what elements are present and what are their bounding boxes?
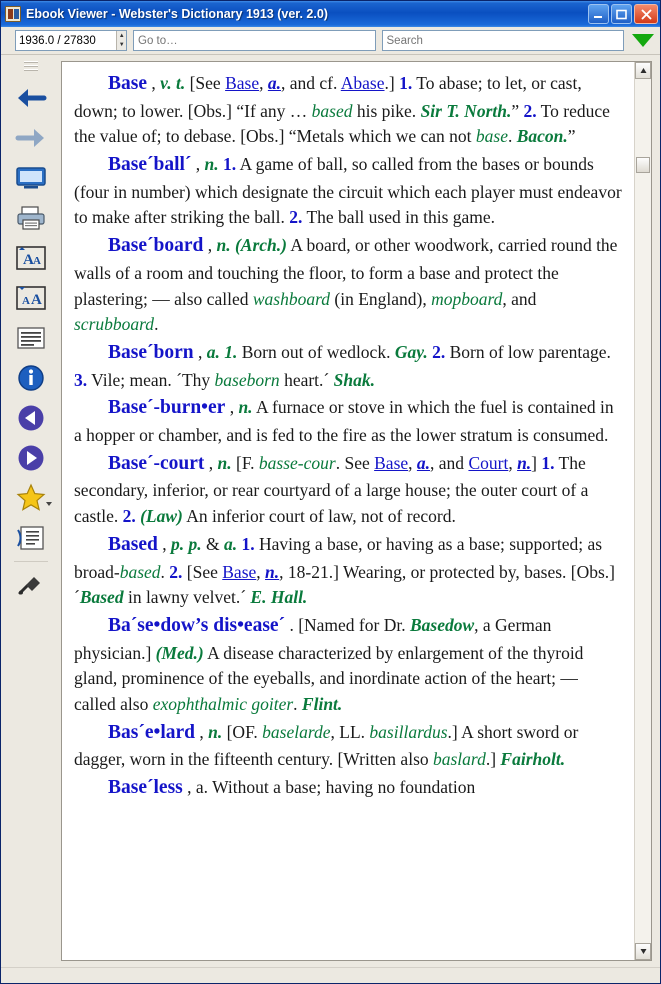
decrease-font-icon[interactable] [8,279,54,317]
entry-definition: , a. Without a base; having no foundation [187,777,476,798]
navigation-toolbar [1,27,660,55]
goto-input[interactable] [133,30,376,51]
dictionary-entry: Base´board , n. (Arch.) A board, or other woodwork, carried round the walls of a room and touching the floor, to form a base and protect the plastering; — also called washboard (in England), mopboard, and scrubboard. [74,235,618,335]
entry-definition: & a. 1. Having a base, or having as a base; supported; as broad-based. 2. [See Base, n., 18-21.] Wearing, or protected by, bases. [Obs.] ´Based in lawny velvet.´ E. Hall. [74,533,615,608]
increase-font-icon[interactable] [8,239,54,277]
dictionary-entry [74,612,624,718]
status-bar [1,967,660,983]
entry-part-of-speech: n. (Arch.) [216,235,287,256]
entry-definition: . [Named for Dr. Basedow, a German physician.] (Med.) A disease characterized by enlargement of the thyroid gland, prominence of the eyeballs, and inordinate action of the heart; — called also exophthalmic goiter. Flint. [74,614,584,715]
entry-part-of-speech: n. [238,397,253,418]
entry-headword: Base [108,73,147,94]
window-title: Ebook Viewer - Webster's Dictionary 1913 (ver. 2.0) [26,7,328,21]
entry-definition: [See Base, a., and cf. Abase.] 1. To abase; to let, or cast, down; to lower. [Obs.] “If any … based his pike. Sir T. North.” 2. To reduce the value of; to debase. [Obs.] “Metals which we can not base. Bacon.” [74,73,610,147]
svg-text:A: A [33,255,41,267]
entry-part-of-speech: a. 1. [206,342,238,362]
dictionary-entry: Base´-court , n. [F. basse-cour. See Base, a., and Court, n.] 1. The secondary, inferior, or rear courtyard of a large house; the outer court of a castle. 2. (Law) An inferior court of law, not of record. [74,452,589,527]
title-bar [1,1,660,27]
reference-icon[interactable] [8,519,54,557]
entry-definition: A board, or other woodwork, carried round the walls of a room and touching the floor, to form a base and protect the plastering; — also called washboard (in England), mopboard, and scrubboard. [74,235,618,335]
search-go-icon[interactable] [632,34,654,47]
entry-headword: Base´board [108,235,204,257]
print-icon[interactable] [8,199,54,237]
dictionary-entry: Base´ball´ , n. 1. A game of ball, so called from the bases or bounds (four in number) which designate the circuit which each player must endeavor to make after striking the ball. 2. The ball used in this game. [74,154,622,228]
position-spinner[interactable] [15,30,127,51]
entry-part-of-speech: v. t. [160,73,186,93]
entry-headword: Ba´se•dow’s dis•ease´ [108,614,286,636]
toolbar-drag-handle[interactable] [24,61,38,71]
close-button[interactable] [634,4,658,24]
window-controls [588,4,658,24]
entry-definition: 1. A game of ball, so called from the bases or bounds (four in number) which designate the circuit which each player must endeavor to make after striking the ball. 2. The ball used in this game. [74,154,622,228]
inspector-icon[interactable] [8,566,54,604]
svg-text:A: A [22,295,30,307]
minimize-button[interactable] [588,4,609,24]
entry-part-of-speech: n. [204,154,219,175]
fullscreen-icon[interactable] [8,159,54,197]
entry-definition: Born out of wedlock. Gay. 2. Born of low parentage. 3. Vile; mean. ´Thy baseborn heart.´ Shak. [74,342,611,390]
scrollbar-thumb[interactable] [636,157,650,173]
entry-headword: Base´born [108,342,194,363]
dictionary-entry [74,774,624,803]
dictionary-entry: Base , v. t. [See Base, a., and cf. Abase.] 1. To abase; to let, or cast, down; to lower. [Obs.] “If any … based his pike. Sir T. North.” 2. To reduce the value of; to debase. [Obs.] “Metals which we can not base. Bacon.” [74,73,610,147]
entry-definition: [F. basse-cour. See Base, a., and Court, n.] 1. The secondary, inferior, or rear courtyard of a large house; the outer court of a castle. 2. (Law) An inferior court of law, not of record. [74,452,589,527]
svg-text:A: A [23,252,34,268]
back-icon[interactable] [8,79,54,117]
entry-part-of-speech: p. p. [170,533,202,554]
dictionary-entry: Base´born , a. 1. Born out of wedlock. Gay. 2. Born of low parentage. 3. Vile; mean. ´Thy baseborn heart.´ Shak. [74,342,611,390]
entry-headword: Based [108,533,158,555]
entry-part-of-speech: n. [217,452,232,473]
dictionary-entry: Bas´e•lard , n. [OF. baselarde, LL. basillardus.] A short sword or dagger, worn in the fifteenth century. [Written also baslard.] Fairholt. [74,721,579,770]
entry-part-of-speech: n. [208,721,223,742]
sidebar-toolbar [1,55,61,967]
dictionary-entry: Based , p. p. & a. 1. Having a base, or having as a base; supported; as broad-based. 2. [See Base, n., 18-21.] Wearing, or protected by, bases. [Obs.] ´Based in lawny velvet.´ E. Hall. [74,533,615,608]
spinner-down-icon[interactable]: ▼ [118,42,125,49]
main-body [1,55,660,967]
scroll-up-button[interactable] [635,62,651,79]
dictionary-entry: Base´-burn•er , n. A furnace or stove in which the fuel is contained in a hopper or chamber, and is fed to the fire as the lower stratum is consumed. [74,397,614,446]
entry-headword: Base´less [108,777,183,799]
spinner-arrows[interactable] [116,31,126,50]
scroll-down-button[interactable] [635,943,651,960]
svg-text:A: A [31,292,42,308]
entry-headword: Base´-court [108,452,205,474]
next-page-icon[interactable] [8,439,54,477]
entry-headword: Base´ball´ [108,154,192,176]
reading-pane-wrapper [61,55,660,967]
scrollbar-track[interactable] [635,79,651,943]
previous-page-icon[interactable] [8,399,54,437]
bookmark-dropdown-icon[interactable] [46,502,52,506]
entry-headword: Bas´e•lard [108,721,195,743]
entry-definition: A furnace or stove in which the fuel is contained in a hopper or chamber, and is fed to the fire as the lower stratum is consumed. [74,397,614,446]
bookmark-icon[interactable] [8,479,54,517]
maximize-button[interactable] [611,4,632,24]
forward-icon[interactable] [8,119,54,157]
toc-icon[interactable] [8,319,54,357]
spinner-up-icon[interactable]: ▲ [118,32,125,39]
toolbar-separator [14,561,48,562]
vertical-scrollbar[interactable] [634,62,651,960]
entry-headword: Base´-burn•er [108,397,226,419]
entry-definition: [OF. baselarde, LL. basillardus.] A short sword or dagger, worn in the fifteenth century. [Written also baslard.] Fairholt. [74,721,579,770]
book-icon [5,6,21,22]
info-icon[interactable] [8,359,54,397]
search-input[interactable] [382,30,625,51]
reading-pane [61,61,652,961]
position-input[interactable] [16,31,116,50]
dictionary-page [62,62,634,960]
